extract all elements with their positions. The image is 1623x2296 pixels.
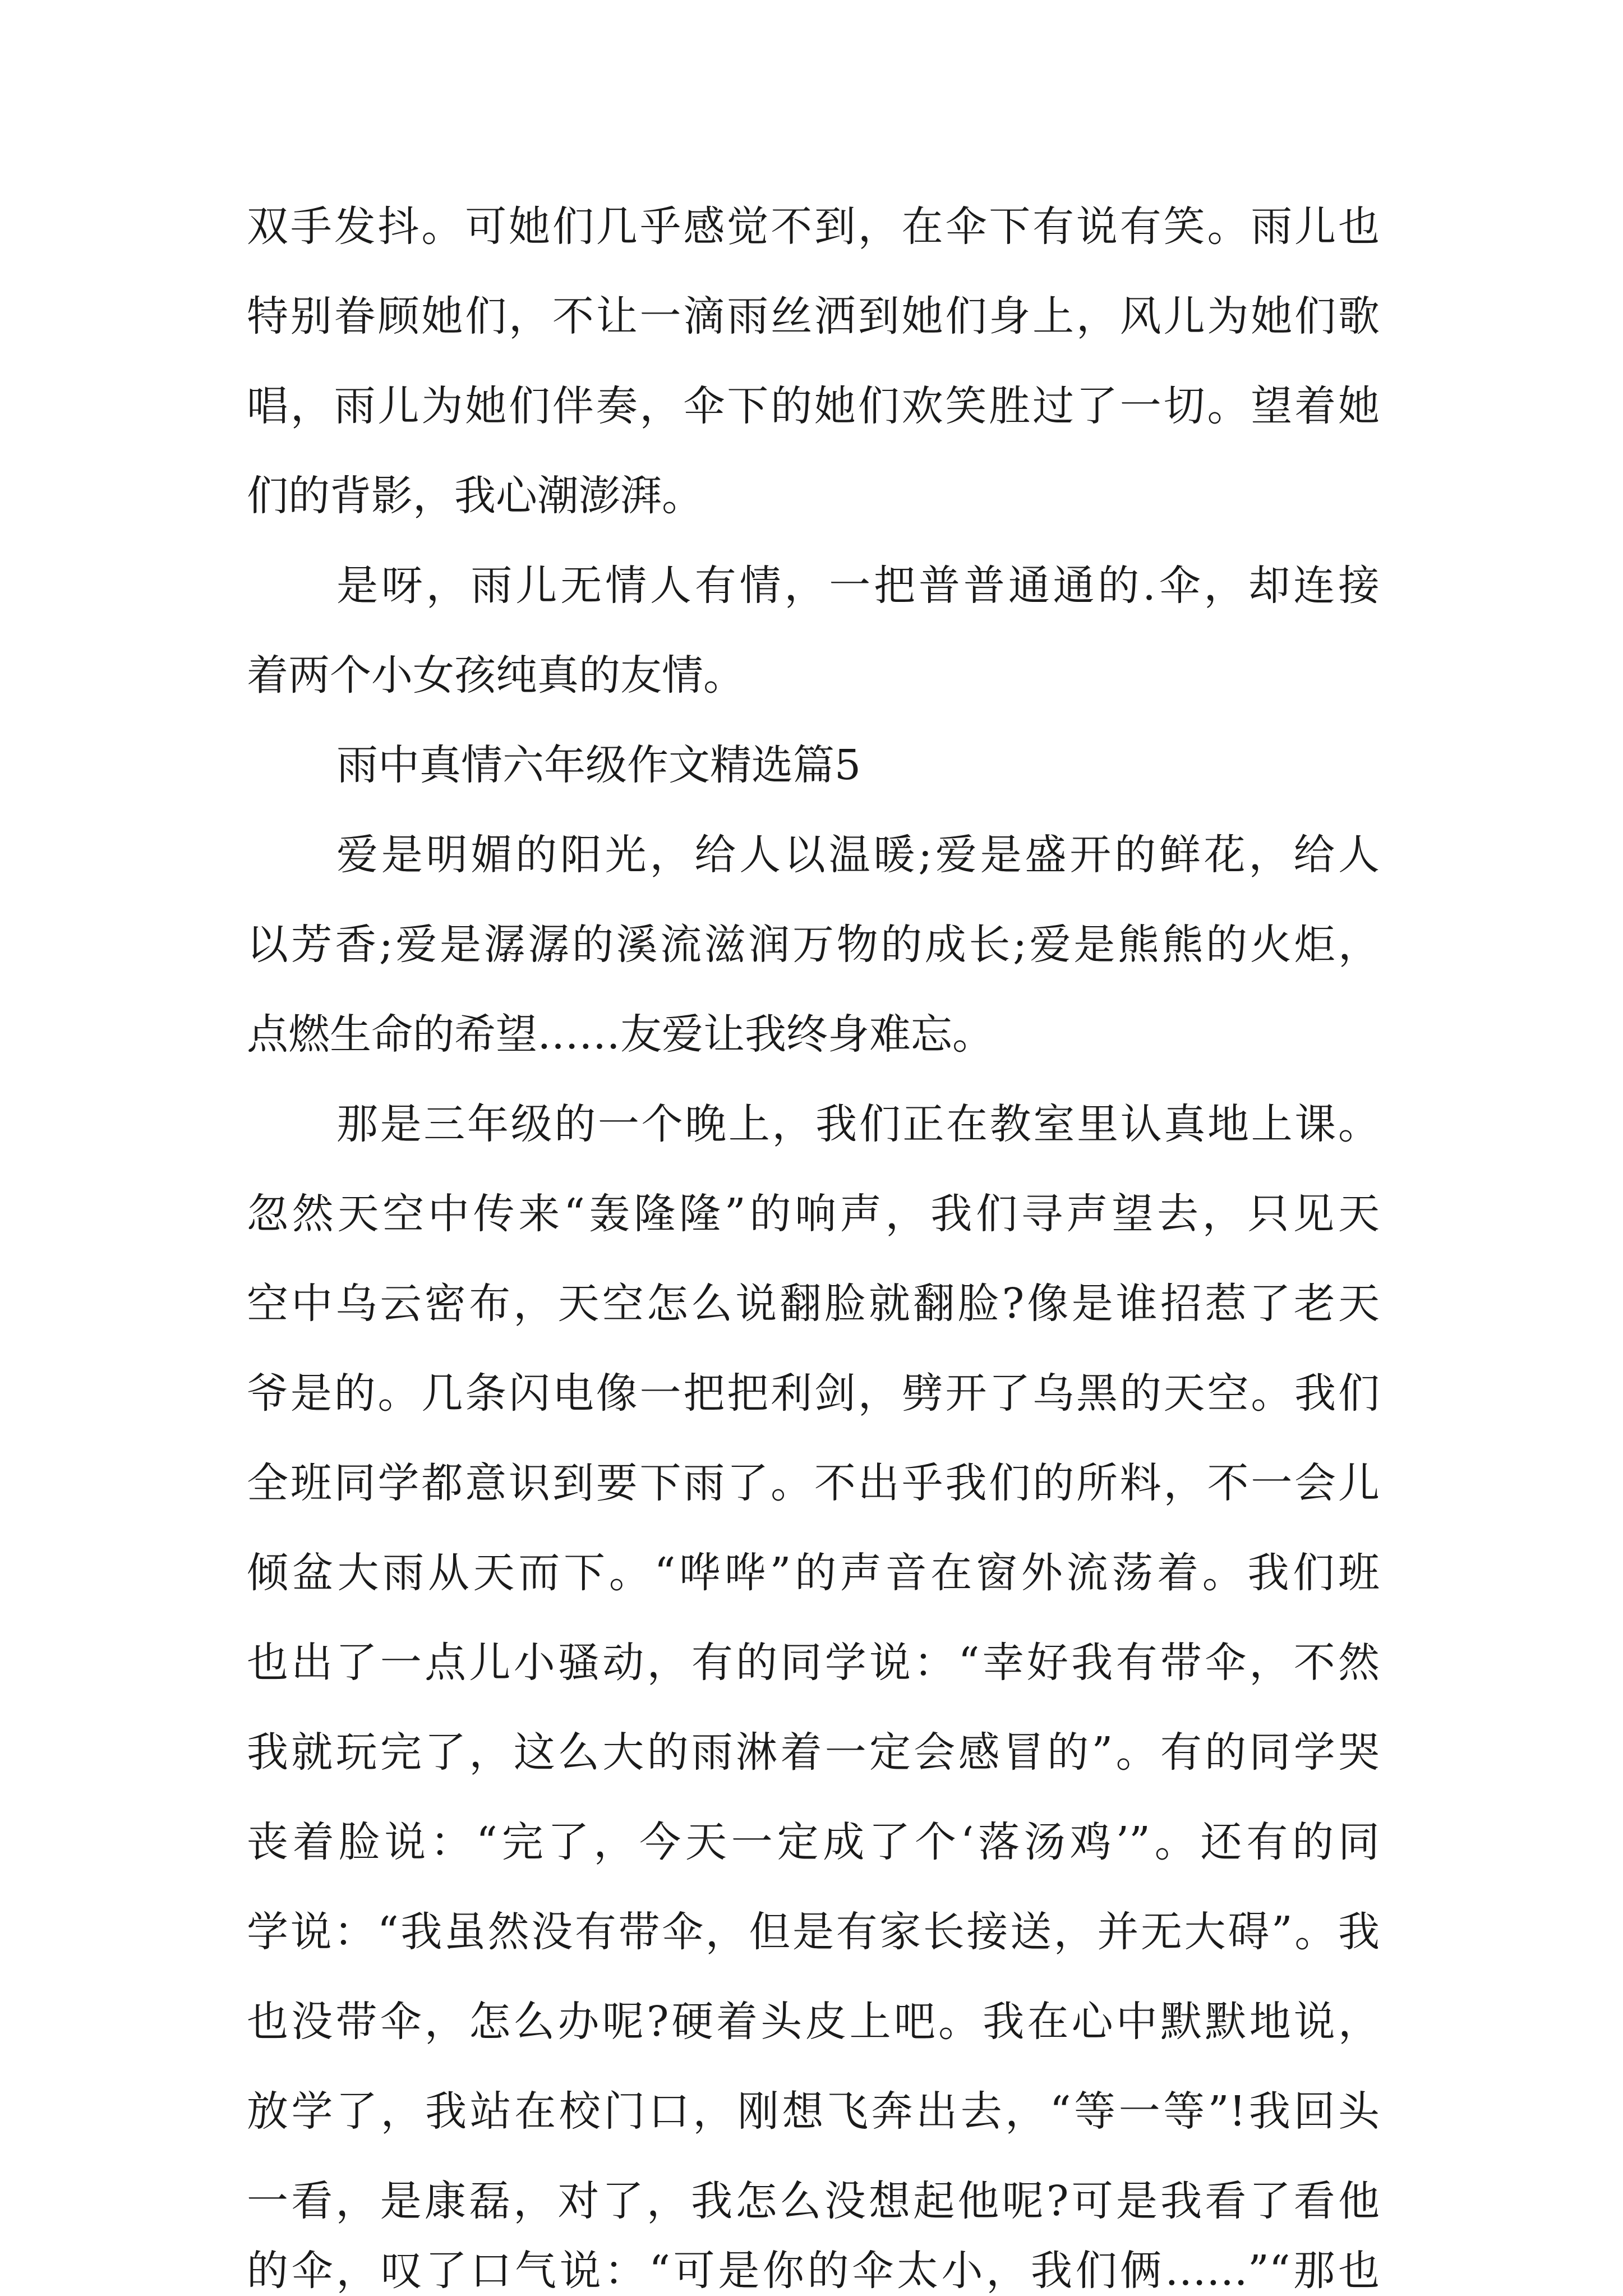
text-line: 丧着脸说：“完了，今天一定成了个‘落汤鸡’”。还有的同 bbox=[247, 1818, 1380, 1866]
text-line: 着两个小女孩纯真的友情。 bbox=[247, 651, 745, 700]
text-line: 也出了一点儿小骚动，有的同学说：“幸好我有带伞，不然 bbox=[247, 1639, 1380, 1687]
text-line: 唱，雨儿为她们伴奏，伞下的她们欢笑胜过了一切。望着她 bbox=[247, 382, 1380, 430]
text-line: 的伞，叹了口气说：“可是你的伞太小，我们俩……”“那也 bbox=[247, 2247, 1380, 2295]
section-heading: 雨中真情六年级作文精选篇5 bbox=[336, 741, 861, 789]
text-line: 空中乌云密布，天空怎么说翻脸就翻脸?像是谁招惹了老天 bbox=[247, 1280, 1380, 1328]
text-line: 学说：“我虽然没有带伞，但是有家长接送，并无大碍”。我 bbox=[247, 1908, 1380, 1956]
text-line: 倾盆大雨从天而下。“哗哗”的声音在窗外流荡着。我们班 bbox=[247, 1549, 1380, 1597]
text-line: 以芳香;爱是潺潺的溪流滋润万物的成长;爱是熊熊的火炬， bbox=[247, 921, 1380, 969]
text-line: 点燃生命的希望……友爱让我终身难忘。 bbox=[247, 1010, 994, 1059]
text-line: 爷是的。几条闪电像一把把利剑，劈开了乌黑的天空。我们 bbox=[247, 1369, 1380, 1418]
text-line: 双手发抖。可她们几乎感觉不到，在伞下有说有笑。雨儿也 bbox=[247, 203, 1380, 251]
text-line: 特别眷顾她们，不让一滴雨丝洒到她们身上，风儿为她们歌 bbox=[247, 292, 1380, 341]
text-line: 也没带伞，怎么办呢?硬着头皮上吧。我在心中默默地说， bbox=[247, 1998, 1380, 2046]
paragraph-first-line: 爱是明媚的阳光，给人以温暖;爱是盛开的鲜花，给人 bbox=[336, 831, 1380, 879]
text-line: 忽然天空中传来“轰隆隆”的响声，我们寻声望去，只见天 bbox=[247, 1190, 1380, 1238]
text-line: 全班同学都意识到要下雨了。不出乎我们的所料，不一会儿 bbox=[247, 1459, 1380, 1507]
paragraph-first-line: 是呀，雨儿无情人有情，一把普普通通的.伞，却连接 bbox=[336, 562, 1380, 610]
text-line: 们的背影，我心潮澎湃。 bbox=[247, 472, 703, 520]
text-line: 一看，是康磊，对了，我怎么没想起他呢?可是我看了看他 bbox=[247, 2177, 1380, 2225]
text-line: 放学了，我站在校门口，刚想飞奔出去，“等一等”!我回头 bbox=[247, 2087, 1380, 2136]
text-line: 我就玩完了，这么大的雨淋着一定会感冒的”。有的同学哭 bbox=[247, 1728, 1380, 1777]
paragraph-first-line: 那是三年级的一个晚上，我们正在教室里认真地上课。 bbox=[336, 1100, 1380, 1148]
